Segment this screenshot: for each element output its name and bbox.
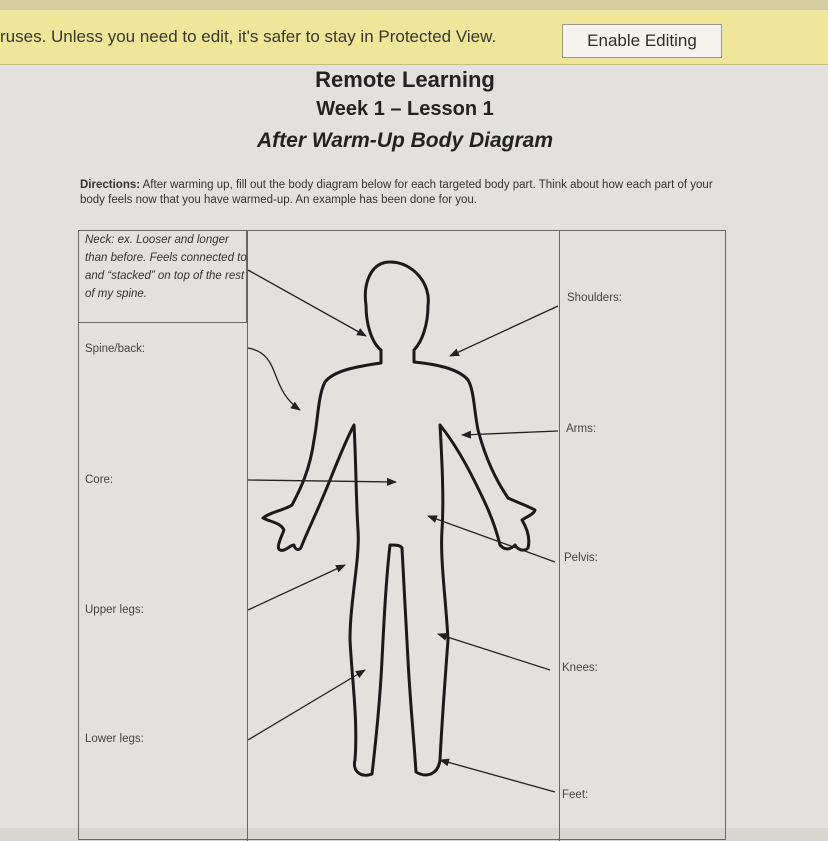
arrow-spine bbox=[248, 348, 300, 410]
arrow-arms bbox=[462, 431, 558, 435]
label-feet: Feet: bbox=[562, 789, 589, 801]
arrow-lower-legs bbox=[248, 670, 365, 740]
arrow-feet bbox=[440, 760, 555, 792]
arrow-upper-legs bbox=[248, 565, 345, 610]
label-spine-back: Spine/back: bbox=[85, 343, 146, 355]
directions-text: After warming up, fill out the body diagram below for each targeted body part. Think about how each part of your body feels now that you have warmed-up. An example has been done for you. bbox=[80, 179, 713, 206]
title-body-diagram: After Warm-Up Body Diagram bbox=[257, 129, 553, 152]
arrow-pelvis bbox=[428, 516, 555, 562]
arrow-knees bbox=[438, 634, 550, 670]
neck-example-text: Neck: ex. Looser and longer than before. Feels connected to and “stacked” on top of the rest of my spine. bbox=[85, 234, 247, 300]
directions-label: Directions: bbox=[80, 179, 141, 191]
arrow-neck bbox=[248, 270, 366, 336]
label-upper-legs: Upper legs: bbox=[85, 604, 144, 616]
protected-view-message: ruses. Unless you need to edit, it's safer to stay in Protected View. bbox=[0, 27, 497, 46]
pointer-arrows bbox=[248, 270, 558, 792]
title-remote-learning: Remote Learning bbox=[315, 67, 495, 92]
arrow-shoulders bbox=[450, 306, 558, 356]
arrow-core bbox=[248, 480, 396, 482]
title-week-lesson: Week 1 – Lesson 1 bbox=[316, 98, 494, 120]
label-lower-legs: Lower legs: bbox=[85, 733, 144, 745]
label-knees: Knees: bbox=[562, 662, 598, 674]
enable-editing-button[interactable]: Enable Editing bbox=[562, 24, 722, 58]
label-shoulders: Shoulders: bbox=[567, 292, 622, 304]
label-arms: Arms: bbox=[566, 423, 597, 435]
body-outline bbox=[263, 262, 535, 775]
label-core: Core: bbox=[85, 474, 114, 486]
label-pelvis: Pelvis: bbox=[564, 552, 598, 564]
